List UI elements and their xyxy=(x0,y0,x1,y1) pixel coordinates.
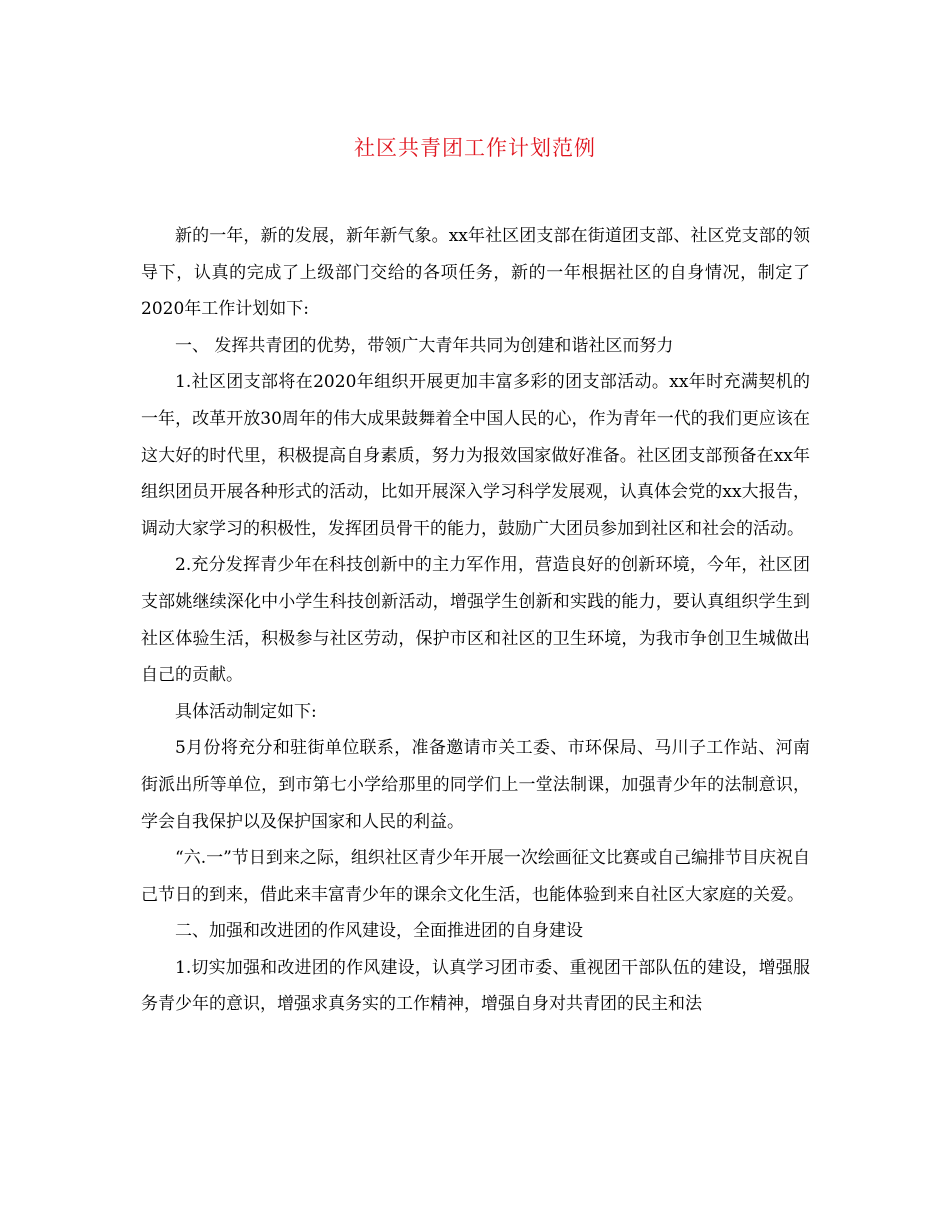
section-heading-1: 一、 发挥共青团的优势，带领广大青年共同为创建和谐社区而努力 xyxy=(175,335,674,356)
section-heading-2: 二、加强和改进团的作风建设，全面推进团的自身建设 xyxy=(175,921,583,942)
document-title: 社区共青团工作计划范例 xyxy=(354,136,596,160)
paragraph-1-2: 2.充分发挥青少年在科技创新中的主力军作用，营造良好的创新环境，今年，社区团支部姚继续深化中小学生科技创新活动，增强学生创新和实践的能力，要认真组织学生到社区体验生活，积极参与社区劳动，保护市区和社区的卫生环境，为我市争创卫生城做出自己的贡献。 xyxy=(141,555,810,686)
paragraph-2-1: 1.切实加强和改进团的作风建设，认真学习团市委、重视团干部队伍的建设，增强服务青少年的意识，增强求真务实的工作精神，增强自身对共青团的民主和法 xyxy=(141,957,810,1015)
paragraph-intro: 新的一年，新的发展，新年新气象。xx年社区团支部在街道团支部、社区党支部的领导下，认真的完成了上级部门交给的各项任务，新的一年根据社区的自身情况，制定了2020年工作计划如下: xyxy=(141,226,810,320)
document-body xyxy=(141,218,810,1023)
paragraph-may-activity: 5月份将充分和驻街单位联系，准备邀请市关工委、市环保局、马川子工作站、河南街派出所等单位，到市第七小学给那里的同学们上一堂法制课，加强青少年的法制意识，学会自我保护以及保护国家和人民的利益。 xyxy=(141,738,810,832)
paragraph-1-1: 1.社区团支部将在2020年组织开展更加丰富多彩的团支部活动。xx年时充满契机的一年，改革开放30周年的伟大成果鼓舞着全中国人民的心，作为青年一代的我们更应该在这大好的时代里，积极提高自身素质，努力为报效国家做好准备。社区团支部预备在xx年组织团员开展各种形式的活动，比如开展深入学习科学发展观，认真体会党的xx大报告，调动大家学习的积极性，发挥团员骨干的能力，鼓励广大团员参加到社区和社会的活动。 xyxy=(141,372,810,539)
paragraph-activities-heading: 具体活动制定如下: xyxy=(175,701,317,722)
paragraph-june-activity: “六.一”节日到来之际，组织社区青少年开展一次绘画征文比赛或自己编排节目庆祝自己节日的到来，借此来丰富青少年的课余文化生活，也能体验到来自社区大家庭的关爱。 xyxy=(141,848,810,905)
